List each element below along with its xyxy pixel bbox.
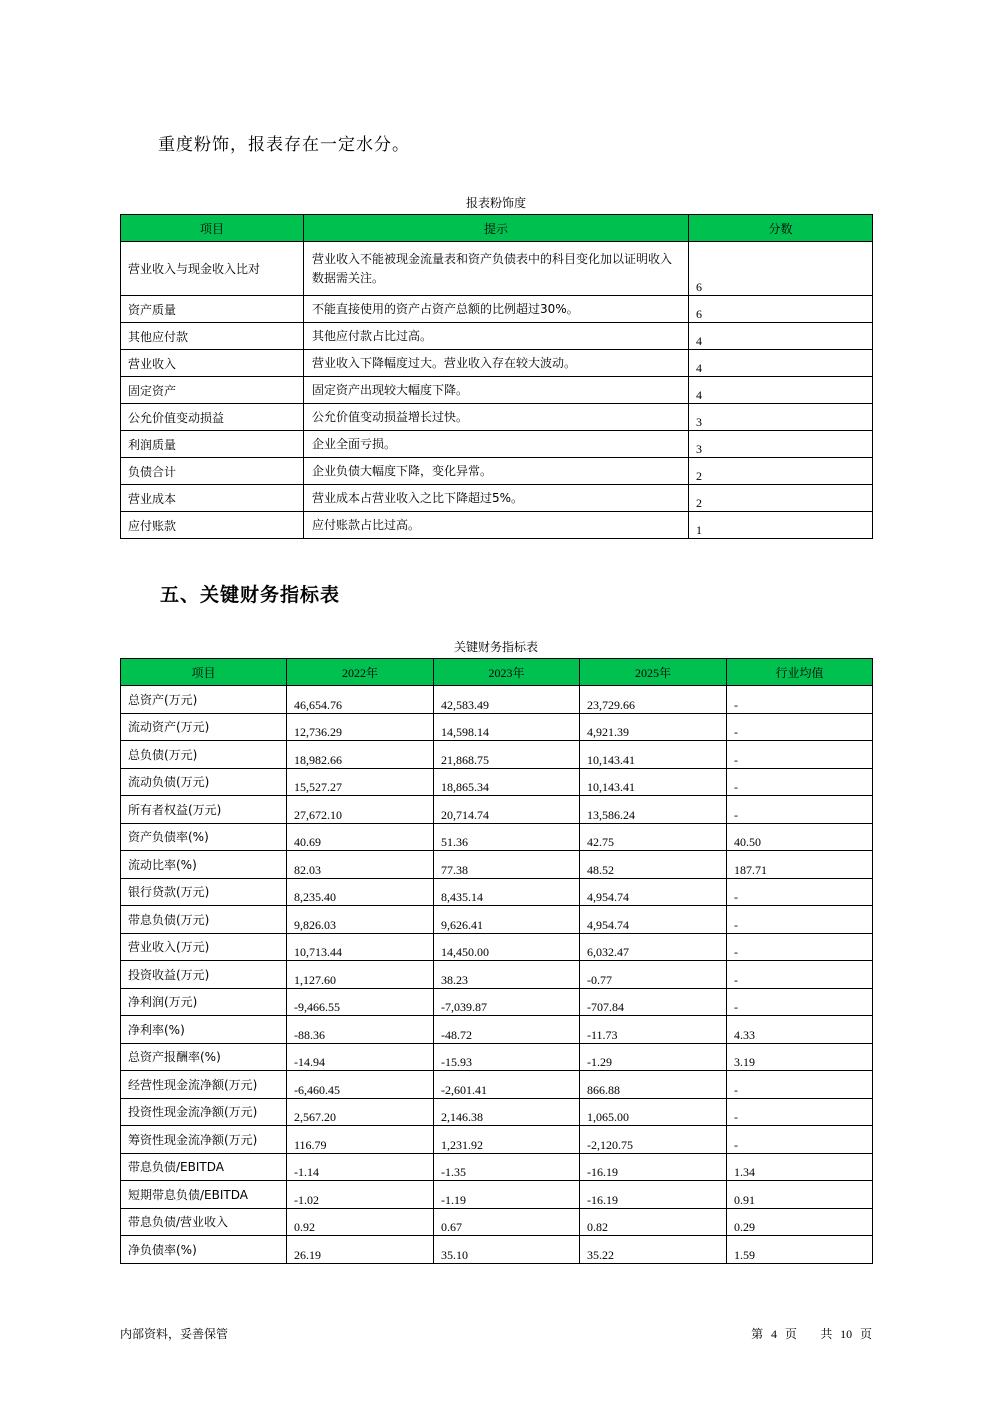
value-2022-cell: 116.79 — [287, 1126, 434, 1154]
table-row — [121, 296, 873, 323]
item-cell: 带息负债/EBITDA — [121, 1153, 287, 1181]
item-cell: 筹资性现金流净额(万元) — [121, 1126, 287, 1154]
table-row — [121, 933, 873, 961]
value-2025-cell: -11.73 — [580, 1016, 727, 1044]
item-cell: 应付账款 — [121, 512, 304, 539]
item-cell: 总资产(万元) — [121, 686, 287, 714]
value-2022-cell: 18,982.66 — [287, 741, 434, 769]
value-2022-cell: -14.94 — [287, 1043, 434, 1071]
table-row — [121, 768, 873, 796]
value-2023-cell: -1.19 — [434, 1181, 580, 1209]
header-item: 项目 — [121, 659, 287, 686]
tip-cell: 营业收入下降幅度过大。营业收入存在较大波动。 — [304, 350, 689, 377]
table-row — [121, 350, 873, 377]
tip-cell: 营业成本占营业收入之比下降超过5%。 — [304, 485, 689, 512]
item-cell: 流动比率(%) — [121, 851, 287, 879]
value-2025-cell: -1.29 — [580, 1043, 727, 1071]
table-row — [121, 1181, 873, 1209]
table-row — [121, 1126, 873, 1154]
industry-avg-cell: - — [727, 988, 873, 1016]
item-cell: 投资收益(万元) — [121, 961, 287, 989]
industry-avg-cell: - — [727, 933, 873, 961]
item-cell: 营业收入 — [121, 350, 304, 377]
table-row — [121, 377, 873, 404]
industry-avg-cell: - — [727, 878, 873, 906]
industry-avg-cell: - — [727, 713, 873, 741]
total-prefix: 共 — [820, 1327, 833, 1341]
value-2022-cell: 8,235.40 — [287, 878, 434, 906]
tip-cell: 企业全面亏损。 — [304, 431, 689, 458]
page-number: 4 — [771, 1327, 778, 1341]
table-row — [121, 741, 873, 769]
value-2022-cell: 82.03 — [287, 851, 434, 879]
header-year-2025: 2025年 — [580, 659, 727, 686]
table-row — [121, 851, 873, 879]
table-row — [121, 404, 873, 431]
value-2023-cell: 38.23 — [434, 961, 580, 989]
intro-text: 重度粉饰，报表存在一定水分。 — [158, 135, 410, 155]
score-cell: 4 — [689, 377, 873, 404]
industry-avg-cell: - — [727, 1071, 873, 1099]
table-row — [121, 1043, 873, 1071]
item-cell: 净负债率(%) — [121, 1236, 287, 1264]
value-2023-cell: -7,039.87 — [434, 988, 580, 1016]
item-cell: 公允价值变动损益 — [121, 404, 304, 431]
item-cell: 营业成本 — [121, 485, 304, 512]
value-2025-cell: 35.22 — [580, 1236, 727, 1264]
industry-avg-cell: - — [727, 961, 873, 989]
value-2025-cell: 4,954.74 — [580, 878, 727, 906]
value-2022-cell: 27,672.10 — [287, 796, 434, 824]
industry-avg-cell: - — [727, 741, 873, 769]
total-suffix: 页 — [859, 1327, 872, 1341]
industry-avg-cell: 3.19 — [727, 1043, 873, 1071]
table-row — [121, 1071, 873, 1099]
value-2025-cell: 42.75 — [580, 823, 727, 851]
industry-avg-cell: 0.29 — [727, 1208, 873, 1236]
score-cell: 1 — [689, 512, 873, 539]
table-row — [121, 242, 873, 296]
industry-avg-cell: - — [727, 686, 873, 714]
value-2025-cell: 4,954.74 — [580, 906, 727, 934]
table-row — [121, 988, 873, 1016]
table-row — [121, 961, 873, 989]
score-cell: 2 — [689, 458, 873, 485]
header-year-2022: 2022年 — [287, 659, 434, 686]
table-row — [121, 1098, 873, 1126]
value-2023-cell: 51.36 — [434, 823, 580, 851]
table-row — [121, 1236, 873, 1264]
item-cell: 经营性现金流净额(万元) — [121, 1071, 287, 1099]
value-2025-cell: -2,120.75 — [580, 1126, 727, 1154]
item-cell: 银行贷款(万元) — [121, 878, 287, 906]
value-2023-cell: 21,868.75 — [434, 741, 580, 769]
header-industry-avg: 行业均值 — [727, 659, 873, 686]
table-row — [121, 906, 873, 934]
item-cell: 净利率(%) — [121, 1016, 287, 1044]
table-row — [121, 431, 873, 458]
industry-avg-cell: - — [727, 768, 873, 796]
industry-avg-cell: 40.50 — [727, 823, 873, 851]
value-2022-cell: 2,567.20 — [287, 1098, 434, 1126]
value-2023-cell: 42,583.49 — [434, 686, 580, 714]
industry-avg-cell: 4.33 — [727, 1016, 873, 1044]
value-2025-cell: 866.88 — [580, 1071, 727, 1099]
value-2022-cell: 0.92 — [287, 1208, 434, 1236]
value-2025-cell: 6,032.47 — [580, 933, 727, 961]
value-2022-cell: -88.36 — [287, 1016, 434, 1044]
value-2023-cell: -2,601.41 — [434, 1071, 580, 1099]
item-cell: 营业收入(万元) — [121, 933, 287, 961]
header-year-2023: 2023年 — [434, 659, 580, 686]
item-cell: 总负债(万元) — [121, 741, 287, 769]
table-row — [121, 323, 873, 350]
item-cell: 负债合计 — [121, 458, 304, 485]
table-row — [121, 485, 873, 512]
value-2023-cell: 14,450.00 — [434, 933, 580, 961]
section-heading: 五、关键财务指标表 — [160, 584, 341, 606]
table-row — [121, 796, 873, 824]
score-cell: 6 — [689, 242, 873, 296]
table-row — [121, 1208, 873, 1236]
header-item: 项目 — [121, 215, 304, 242]
table-row — [121, 1016, 873, 1044]
value-2025-cell: 1,065.00 — [580, 1098, 727, 1126]
value-2025-cell: -707.84 — [580, 988, 727, 1016]
industry-avg-cell: 187.71 — [727, 851, 873, 879]
value-2023-cell: -48.72 — [434, 1016, 580, 1044]
score-cell: 2 — [689, 485, 873, 512]
score-cell: 3 — [689, 431, 873, 458]
tip-cell: 应付账款占比过高。 — [304, 512, 689, 539]
item-cell: 其他应付款 — [121, 323, 304, 350]
value-2022-cell: 40.69 — [287, 823, 434, 851]
industry-avg-cell: - — [727, 906, 873, 934]
value-2022-cell: 12,736.29 — [287, 713, 434, 741]
table-row — [121, 823, 873, 851]
industry-avg-cell: 0.91 — [727, 1181, 873, 1209]
tip-cell: 营业收入不能被现金流量表和资产负债表中的科目变化加以证明收入数据需关注。 — [304, 242, 689, 296]
value-2025-cell: 23,729.66 — [580, 686, 727, 714]
tip-cell: 企业负债大幅度下降，变化异常。 — [304, 458, 689, 485]
item-cell: 总资产报酬率(%) — [121, 1043, 287, 1071]
item-cell: 带息负债/营业收入 — [121, 1208, 287, 1236]
value-2023-cell: 2,146.38 — [434, 1098, 580, 1126]
value-2022-cell: -1.14 — [287, 1153, 434, 1181]
value-2022-cell: 46,654.76 — [287, 686, 434, 714]
value-2023-cell: 18,865.34 — [434, 768, 580, 796]
value-2023-cell: 1,231.92 — [434, 1126, 580, 1154]
header-score: 分数 — [689, 215, 873, 242]
value-2022-cell: 15,527.27 — [287, 768, 434, 796]
table-row — [121, 878, 873, 906]
value-2022-cell: 9,826.03 — [287, 906, 434, 934]
value-2025-cell: 13,586.24 — [580, 796, 727, 824]
score-cell: 4 — [689, 323, 873, 350]
value-2022-cell: 1,127.60 — [287, 961, 434, 989]
industry-avg-cell: 1.59 — [727, 1236, 873, 1264]
table-row — [121, 1153, 873, 1181]
value-2023-cell: 20,714.74 — [434, 796, 580, 824]
value-2023-cell: 8,435.14 — [434, 878, 580, 906]
value-2025-cell: 48.52 — [580, 851, 727, 879]
item-cell: 营业收入与现金收入比对 — [121, 242, 304, 296]
value-2025-cell: 4,921.39 — [580, 713, 727, 741]
item-cell: 带息负债(万元) — [121, 906, 287, 934]
item-cell: 资产负债率(%) — [121, 823, 287, 851]
score-cell: 3 — [689, 404, 873, 431]
tip-cell: 公允价值变动损益增长过快。 — [304, 404, 689, 431]
item-cell: 所有者权益(万元) — [121, 796, 287, 824]
tip-cell: 固定资产出现较大幅度下降。 — [304, 377, 689, 404]
item-cell: 投资性现金流净额(万元) — [121, 1098, 287, 1126]
industry-avg-cell: - — [727, 1126, 873, 1154]
tip-cell: 其他应付款占比过高。 — [304, 323, 689, 350]
value-2025-cell: -16.19 — [580, 1181, 727, 1209]
industry-avg-cell: 1.34 — [727, 1153, 873, 1181]
item-cell: 利润质量 — [121, 431, 304, 458]
value-2023-cell: 9,626.41 — [434, 906, 580, 934]
financial-indicators-table — [120, 658, 873, 1264]
value-2025-cell: -16.19 — [580, 1153, 727, 1181]
value-2022-cell: -1.02 — [287, 1181, 434, 1209]
total-pages: 10 — [840, 1327, 853, 1341]
item-cell: 流动负债(万元) — [121, 768, 287, 796]
table-row — [121, 458, 873, 485]
table-caption-embellishment: 报表粉饰度 — [465, 196, 526, 210]
value-2023-cell: 0.67 — [434, 1208, 580, 1236]
value-2025-cell: 10,143.41 — [580, 768, 727, 796]
table-row — [121, 686, 873, 714]
score-cell: 4 — [689, 350, 873, 377]
item-cell: 固定资产 — [121, 377, 304, 404]
footer-confidential-note: 内部资料，妥善保管 — [120, 1327, 229, 1341]
industry-avg-cell: - — [727, 796, 873, 824]
table-header-row — [121, 659, 873, 686]
item-cell: 净利润(万元) — [121, 988, 287, 1016]
table-caption-indicators: 关键财务指标表 — [453, 640, 538, 654]
industry-avg-cell: - — [727, 1098, 873, 1126]
value-2023-cell: 14,598.14 — [434, 713, 580, 741]
tip-cell: 不能直接使用的资产占资产总额的比例超过30%。 — [304, 296, 689, 323]
value-2022-cell: 10,713.44 — [287, 933, 434, 961]
item-cell: 短期带息负债/EBITDA — [121, 1181, 287, 1209]
header-tip: 提示 — [304, 215, 689, 242]
value-2023-cell: -1.35 — [434, 1153, 580, 1181]
table-header-row — [121, 215, 873, 242]
value-2025-cell: 10,143.41 — [580, 741, 727, 769]
embellishment-table — [120, 214, 873, 539]
item-cell: 资产质量 — [121, 296, 304, 323]
table-row — [121, 512, 873, 539]
item-cell: 流动资产(万元) — [121, 713, 287, 741]
value-2023-cell: 35.10 — [434, 1236, 580, 1264]
value-2025-cell: 0.82 — [580, 1208, 727, 1236]
table-row — [121, 713, 873, 741]
value-2023-cell: -15.93 — [434, 1043, 580, 1071]
value-2023-cell: 77.38 — [434, 851, 580, 879]
page-suffix: 页 — [784, 1327, 797, 1341]
page-prefix: 第 — [751, 1327, 764, 1341]
footer-page-info — [751, 1325, 872, 1342]
score-cell: 6 — [689, 296, 873, 323]
value-2022-cell: 26.19 — [287, 1236, 434, 1264]
value-2022-cell: -6,460.45 — [287, 1071, 434, 1099]
value-2022-cell: -9,466.55 — [287, 988, 434, 1016]
value-2025-cell: -0.77 — [580, 961, 727, 989]
